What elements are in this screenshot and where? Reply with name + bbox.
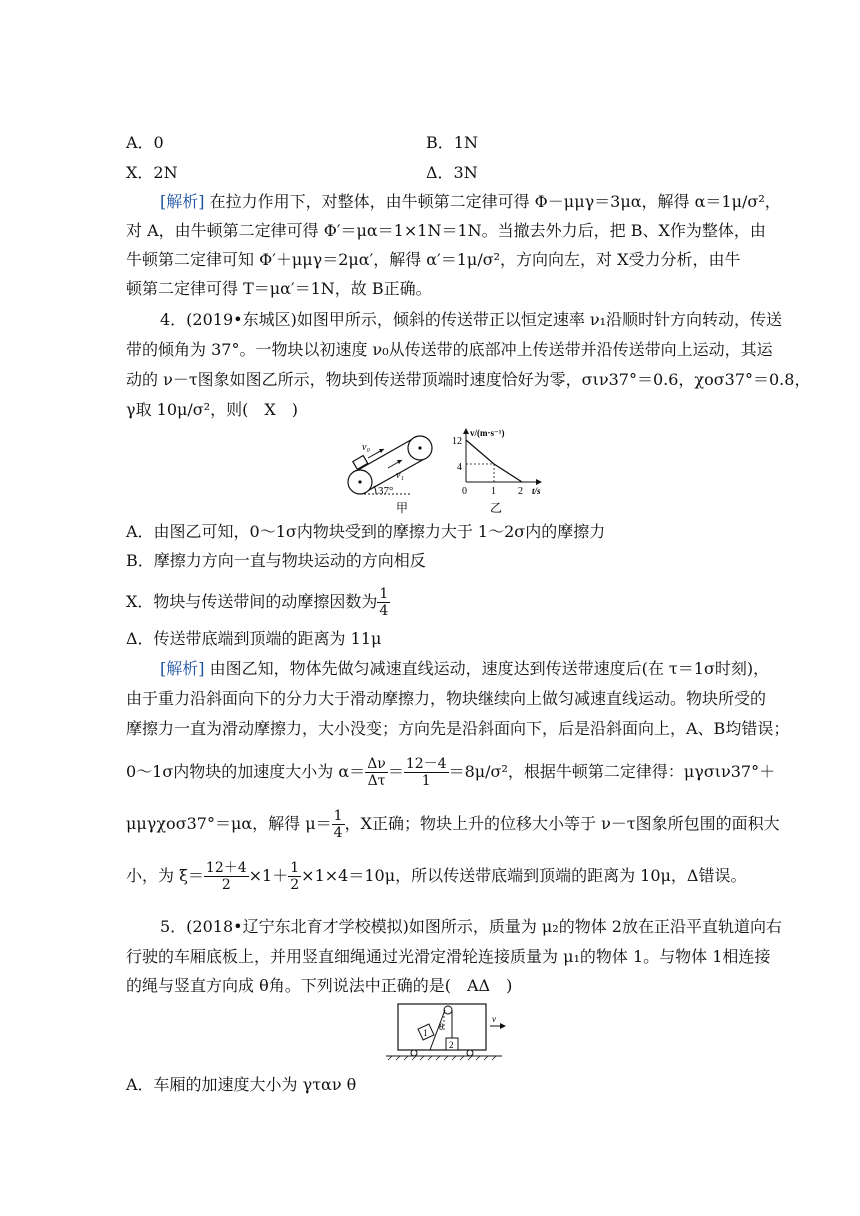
q3-option-b: B．1N — [426, 133, 478, 152]
q3-option-a: A．0 — [126, 133, 164, 152]
angle-label: 37° — [378, 485, 394, 497]
solution-tag: [解析] — [160, 659, 205, 678]
fraction — [377, 586, 390, 619]
fraction-numerator: 12＋4 — [205, 860, 247, 876]
v0-label: v₀ — [362, 442, 370, 453]
q4-stem-line1: 4．(2019•东城区)如图甲所示，倾斜的传送带正以恒定速率 ν₁沿顺时针方向转动，传送 — [160, 310, 783, 329]
v1-label: v₁ — [396, 470, 404, 481]
fraction — [404, 756, 449, 789]
fraction-denominator: 2 — [221, 877, 231, 893]
fraction-denominator: 1 — [421, 773, 431, 789]
q4-stem-line3: 动的 ν－τ图象如图乙所示，物块到传送带顶端时速度恰好为零，σιν37°＝0.6，χοσ37°＝0.8， — [126, 370, 811, 389]
velocity-label: v — [492, 1014, 496, 1024]
q3-solution-line3: 牛顿第二定律可知 Φ′＋μμγ＝2μα′，解得 α′＝1μ/σ²，方向向左，对 X受力分析，由牛 — [126, 250, 741, 269]
x-tick-1: 1 — [491, 486, 496, 497]
q4-solution-text6b: ×1＋ — [248, 866, 289, 885]
q4-solution-line3: 摩擦力一直为滑动摩擦力，大小没变；方向先是沿斜面向下，后是沿斜面向上，A、B均错误； — [126, 719, 790, 738]
q3-solution-line2: 对 A，由牛顿第二定律可得 Φ′＝μα＝1×1N＝1N。当撤去外力后，把 B、X作为整体，由 — [126, 221, 766, 240]
fraction-denominator: 4 — [379, 603, 389, 619]
q4-solution-line4 — [126, 756, 776, 789]
q4-solution-line1 — [160, 658, 770, 680]
q4-solution-text5b: ，X正确；物块上升的位移大小等于 ν－τ图象所包围的面积大 — [344, 814, 780, 833]
q4-solution-text4b: ＝8μ/σ²，根据牛顿第二定律得：μγσιν37°＋ — [448, 762, 776, 781]
fraction-denominator: 4 — [333, 825, 343, 841]
solution-tag: [解析] — [160, 192, 205, 211]
block-2-label: 2 — [449, 1040, 454, 1050]
q4-option-c-text: X．物块与传送带间的动摩擦因数为 — [126, 592, 378, 611]
q4-solution-text6c: ×1×4＝10μ，所以传送带底端到顶端的距离为 10μ，Δ错误。 — [301, 866, 747, 885]
q4-solution-text6a: 小，为 ξ＝ — [126, 866, 204, 885]
q4-option-a: A．由图乙可知，0～1σ内物块受到的摩擦力大于 1～2σ内的摩擦力 — [126, 522, 606, 541]
vt-line — [466, 440, 522, 482]
conveyor-figure — [340, 430, 450, 515]
q4-solution-line5 — [126, 808, 780, 841]
fraction-numerator: 1 — [290, 860, 300, 876]
fraction — [365, 756, 388, 789]
q5-stem-line2: 行驶的车厢底板上，并用竖直细绳通过光滑定滑轮连接质量为 μ₁的物体 1。与物体 1相连接 — [126, 947, 771, 966]
q3-solution-line4: 顿第二定律可得 T＝μα′＝1N，故 B正确。 — [126, 279, 432, 298]
fraction-numerator: 1 — [379, 586, 389, 602]
fraction — [204, 860, 249, 893]
fraction-denominator: Δτ — [367, 773, 386, 789]
pulley — [444, 1006, 452, 1014]
q3-option-d: Δ．3N — [426, 163, 478, 182]
vt-graph — [450, 426, 560, 516]
fraction-denominator: 2 — [290, 877, 300, 893]
theta-label: θ — [439, 1022, 444, 1032]
q5-stem-line1: 5．(2018•辽宁东北育才学校模拟)如图所示，质量为 μ₂的物体 2放在正沿平直轨道向右 — [160, 917, 782, 936]
x-axis-label: t/s — [532, 486, 541, 496]
y-axis-label: v/(m·s⁻¹) — [470, 428, 505, 438]
block — [353, 456, 368, 470]
q5-option-a: A．车厢的加速度大小为 γταν θ — [126, 1075, 357, 1094]
q4-solution-text1: 由图乙知，物体先做匀减速直线运动，速度达到传送带速度后(在 τ＝1σ时刻)， — [209, 659, 770, 678]
q4-stem-line4: γ取 10μ/σ²，则( X ) — [126, 400, 299, 419]
fraction-numerator: 1 — [333, 808, 343, 824]
fraction — [288, 860, 301, 893]
q4-option-d: Δ．传送带底端到顶端的距离为 11μ — [126, 629, 382, 648]
equals-sign: ＝ — [387, 762, 404, 781]
x-tick-0: 0 — [462, 486, 467, 497]
caption-jia: 甲 — [396, 501, 409, 515]
q4-solution-text5a: μμγχοσ37°＝μα，解得 μ＝ — [126, 814, 332, 833]
y-tick-4: 4 — [457, 462, 462, 473]
q3-solution-line1 — [160, 191, 781, 213]
q3-solution-text1: 在拉力作用下，对整体，由牛顿第二定律可得 Φ－μμγ＝3μα，解得 α＝1μ/σ²， — [209, 192, 781, 211]
carriage-figure — [382, 1002, 512, 1064]
q4-option-c — [126, 586, 746, 619]
y-tick-12: 12 — [452, 436, 462, 447]
fraction-numerator: 12－4 — [405, 756, 447, 772]
q4-option-b: B．摩擦力方向一直与物块运动的方向相反 — [126, 551, 426, 570]
q4-solution-line2: 由于重力沿斜面向下的分力大于滑动摩擦力，物块继续向上做匀减速直线运动。物块所受的 — [126, 689, 767, 708]
caption-yi: 乙 — [490, 501, 503, 515]
fraction-numerator: Δν — [367, 756, 386, 772]
fraction — [332, 808, 345, 841]
x-tick-2: 2 — [518, 486, 523, 497]
q5-stem-line3: 的绳与竖直方向成 θ角。下列说法中正确的是( AΔ ) — [126, 976, 513, 995]
q4-solution-line6 — [126, 860, 746, 893]
q4-solution-text4a: 0～1σ内物块的加速度大小为 α＝ — [126, 762, 366, 781]
q3-option-c: X．2N — [126, 163, 178, 182]
q4-stem-line2: 带的倾角为 37°。一物块以初速度 ν₀从传送带的底部冲上传送带并沿传送带向上运动，其运 — [126, 340, 773, 359]
block-1-label: 1 — [423, 1028, 428, 1038]
